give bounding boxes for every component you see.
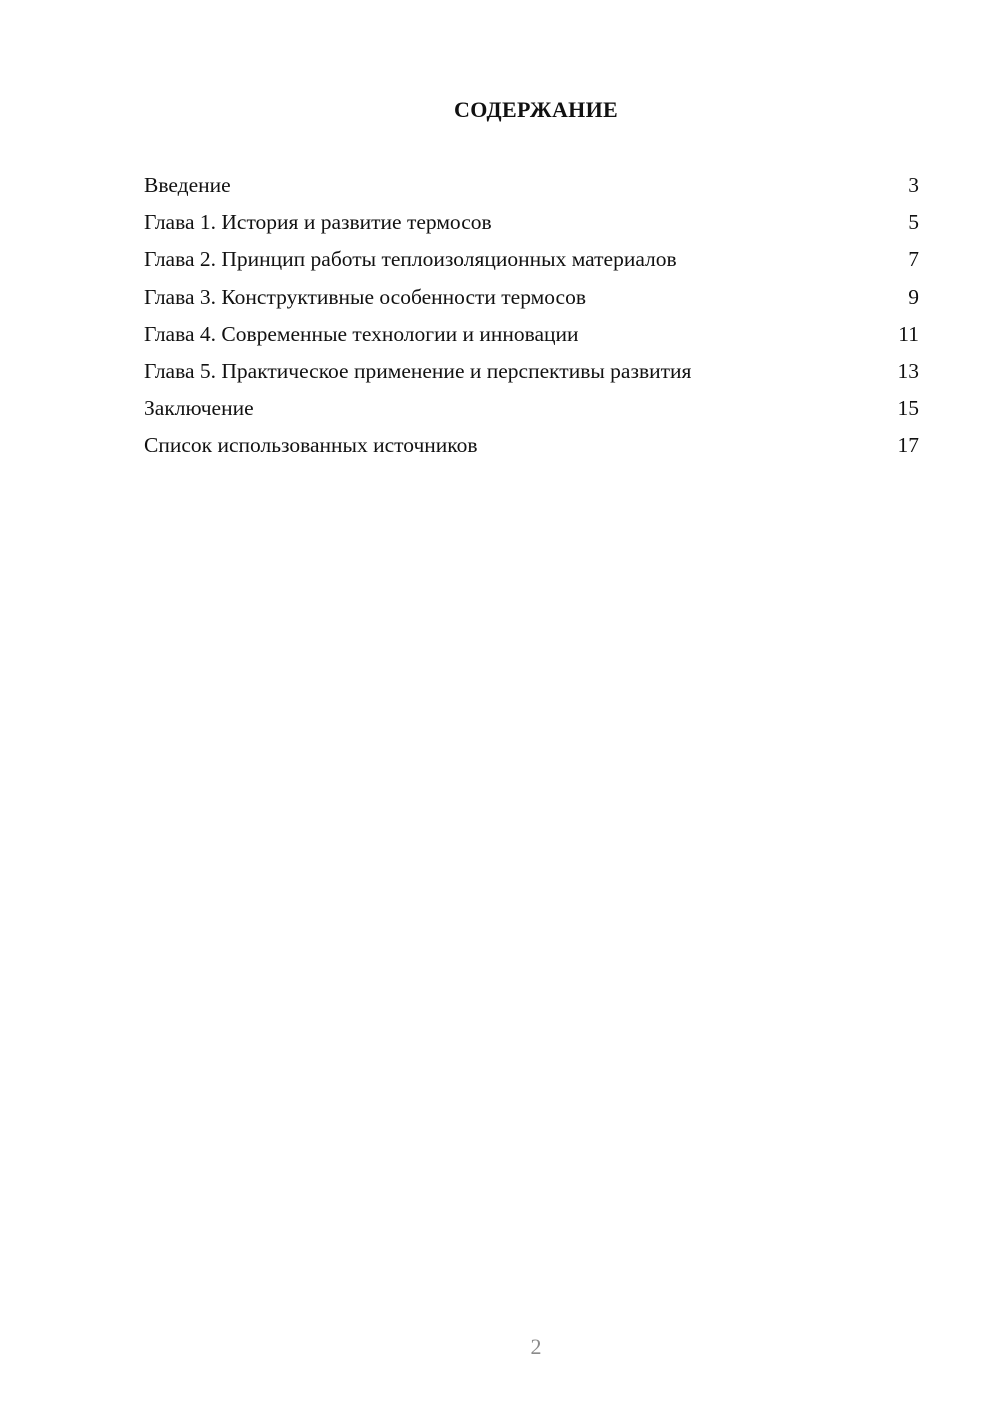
- table-of-contents: [144, 168, 919, 466]
- toc-entry-conclusion: [144, 391, 919, 428]
- toc-entry-page: 13: [897, 358, 919, 383]
- toc-entry-chapter-5: [144, 354, 919, 391]
- toc-entry-page: 3: [908, 173, 919, 197]
- toc-entry-label: Глава 2. Принцип работы теплоизоляционных материалов: [144, 247, 677, 272]
- toc-entry-chapter-1: [144, 205, 919, 242]
- toc-title: СОДЕРЖАНИЕ: [454, 97, 618, 122]
- toc-entry-label: Список использованных источников: [144, 433, 478, 458]
- toc-entry-page: 5: [908, 210, 919, 235]
- toc-entry-introduction: [144, 168, 919, 205]
- toc-entry-page: 11: [898, 321, 919, 346]
- toc-entry-page: 9: [908, 284, 919, 309]
- toc-entry-page: 15: [897, 396, 919, 421]
- toc-entry-label: Глава 1. История и развитие термосов: [144, 210, 492, 235]
- toc-entry-label: Глава 3. Конструктивные особенности термосов: [144, 284, 586, 309]
- toc-entry-label: Глава 5. Практическое применение и перспективы развития: [144, 358, 692, 383]
- toc-entry-chapter-4: [144, 317, 919, 354]
- toc-entry-chapter-3: [144, 280, 919, 317]
- toc-entry-label: Введение: [144, 173, 231, 197]
- page-number: 2: [530, 1334, 542, 1359]
- toc-entry-page: 7: [908, 247, 919, 272]
- toc-entry-chapter-2: [144, 242, 919, 279]
- toc-entry-label: Заключение: [144, 396, 254, 421]
- toc-entry-label: Глава 4. Современные технологии и инновации: [144, 321, 579, 346]
- toc-entry-page: 17: [897, 433, 919, 458]
- toc-entry-references: [144, 428, 919, 465]
